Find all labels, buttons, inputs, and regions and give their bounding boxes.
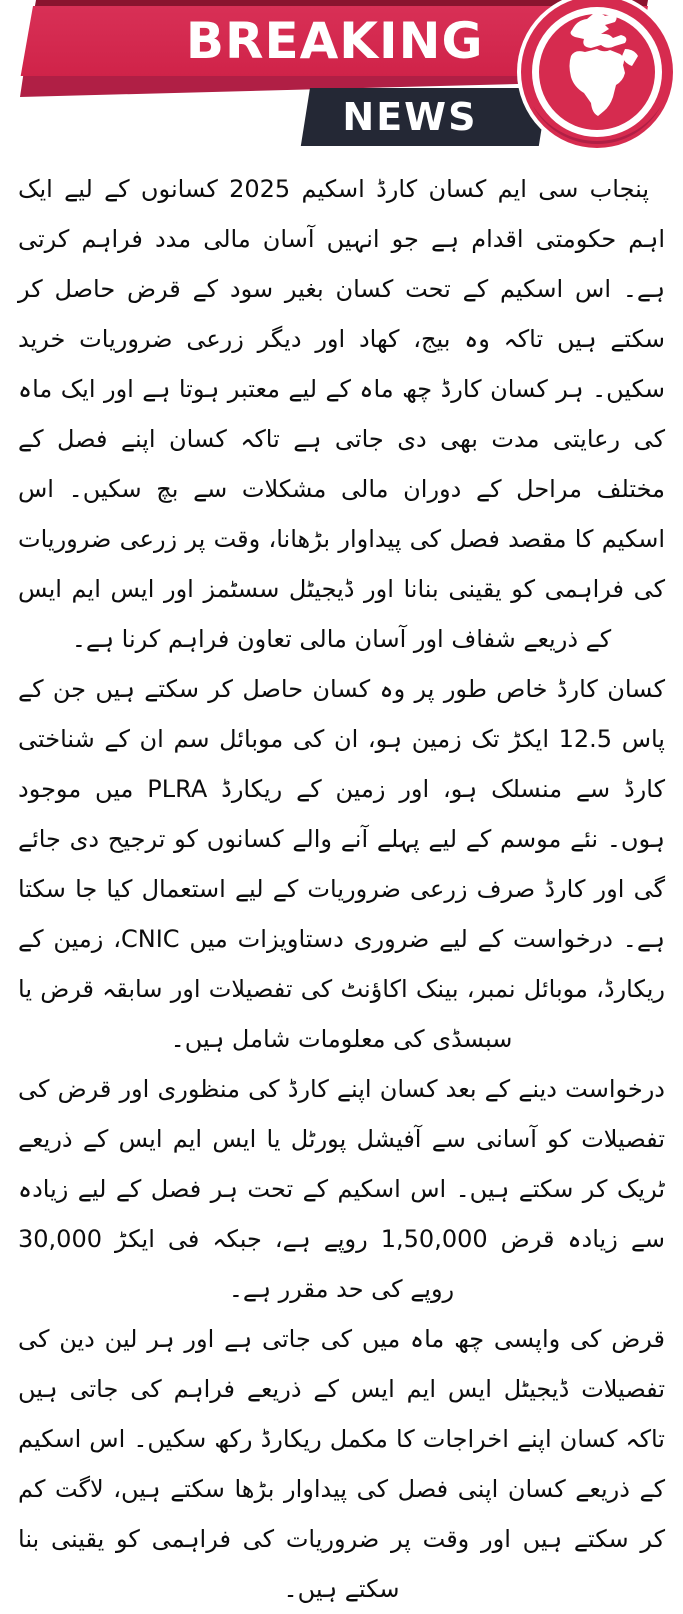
article-paragraph-intro: پنجاب سی ایم کسان کارڈ اسکیم 2025 کسانوں کے لیے ایک اہم حکومتی اقدام ہے جو انہیں آسان مالی مدد فراہم کرتی ہے۔ اس اسکیم کے تحت کسان بغیر سود کے قرض حاصل کر سکتے ہیں تاکہ وہ بیج، کھاد اور دیگر زرعی ضروریات خرید سکیں۔ ہر کسان کارڈ چھ ماہ کے لیے معتبر ہوتا ہے اور ایک ماہ کی رعایتی مدت بھی دی جاتی ہے تاکہ کسان اپنے فصل کے مختلف مراحل کے دوران مالی مشکلات سے بچ سکیں۔ اس اسکیم کا مقصد فصل کی پیداوار بڑھانا، وقت پر زرعی ضروریات کی فراہمی کو یقینی بنانا اور ڈیجیٹل سسٹمز اور ایس ایم ایس کے ذریعے شفاف اور آسان مالی تعاون فراہم کرنا ہے۔	[18, 175, 665, 653]
article-paragraph-eligibility: کسان کارڈ خاص طور پر وہ کسان حاصل کر سکتے ہیں جن کے پاس 12.5 ایکڑ تک زمین ہو، ان کی موبائل سم ان کے شناختی کارڈ سے منسلک ہو، اور زمین کے ریکارڈ PLRA میں موجود ہوں۔ نئے موسم کے لیے پہلے آنے والے کسانوں کو ترجیح دی جائے گی اور کارڈ صرف زرعی ضروریات کے لیے استعمال کیا جا سکتا ہے۔ درخواست کے لیے ضروری دستاویزات میں CNIC، زمین کے ریکارڈ، موبائل نمبر، بینک اکاؤنٹ کی تفصیلات اور سابقہ قرض یا سبسڈی کی معلومات شامل ہیں۔	[18, 675, 665, 1053]
breaking-news-banner	[0, 0, 683, 165]
globe-icon	[517, 0, 677, 152]
article-paragraph-repayment: قرض کی واپسی چھ ماہ میں کی جاتی ہے اور ہر لین دین کی تفصیلات ڈیجیٹل ایس ایم ایس کے ذریعے فراہم کی جاتی ہیں تاکہ کسان اپنے اخراجات کا مکمل ریکارڈ رکھ سکیں۔ اس اسکیم کے ذریعے کسان اپنی فصل کی پیداوار بڑھا سکتے ہیں، لاگت کم کر سکتے ہیں اور وقت پر ضروریات کی فراہمی کو یقینی بنا سکتے ہیں۔	[18, 1325, 665, 1603]
breaking-label: BREAKING	[185, 12, 484, 70]
news-banner	[301, 88, 548, 146]
article-body	[0, 160, 683, 1603]
article-paragraph-loan-limits: درخواست دینے کے بعد کسان اپنے کارڈ کی منظوری اور قرض کی تفصیلات کو آسانی سے آفیشل پورٹل یا ایس ایم ایس کے ذریعے ٹریک کر سکتے ہیں۔ اس اسکیم کے تحت ہر فصل کے لیے زیادہ سے زیادہ قرض 1,50,000 روپے ہے، جبکہ فی ایکڑ 30,000 روپے کی حد مقرر ہے۔	[18, 1075, 666, 1303]
news-label: NEWS	[342, 95, 478, 139]
